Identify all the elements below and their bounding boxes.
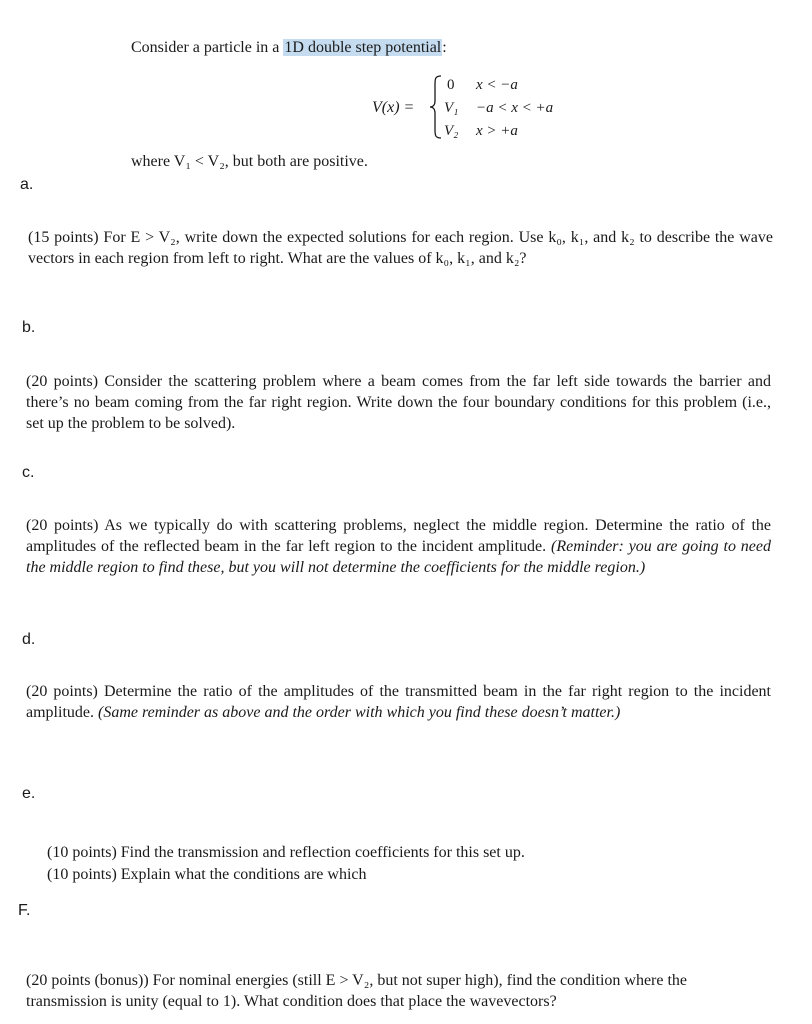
question-label-b: b. <box>22 319 36 336</box>
question-d-text: (20 points) Determine the ratio of the amplitudes of the transmitted beam in the far right region to the incident amplitude. <box>26 683 771 721</box>
question-c <box>26 515 771 578</box>
question-label-e: e. <box>22 785 36 802</box>
question-a-text: (15 points) For E > V₂, write down the expected solutions for each region. Use k₀, k₁, and k₂ to describe the wave vectors in each region from left to right. What are the values of k₀, k₁, and k₂? <box>28 229 773 267</box>
question-d-reminder: (Same reminder as above and the order with which you find these doesn’t matter.) <box>97 704 621 721</box>
question-c-reminder: (Reminder: you are going to need the middle region to find these, but you will not determine the coefficients for the middle region.) <box>26 538 772 576</box>
question-d <box>26 681 771 723</box>
question-e-text: (10 points) Find the transmission and reflection coefficients for this set up. <box>47 844 525 861</box>
intro-prefix: Consider a particle in a <box>131 39 284 56</box>
question-c-text: (20 points) As we typically do with scattering problems, neglect the middle region. Determine the ratio of the amplitudes of the reflected beam in the far left region to the incident amplitude. <box>26 517 771 555</box>
left-brace-icon <box>429 75 443 139</box>
question-label-f: F. <box>18 902 31 919</box>
equation-lhs: V(x) = <box>372 99 415 116</box>
question-label-c: c. <box>22 464 35 481</box>
highlighted-text: 1D double step potential <box>284 39 442 56</box>
cutoff-text: (10 points) Explain what the conditions are which <box>47 866 367 883</box>
intro-text <box>131 37 447 58</box>
case-value-3: V₂ <box>444 123 459 139</box>
question-label-d: d. <box>22 631 36 648</box>
intro-suffix: : <box>442 39 447 56</box>
where-clause: where V₁ < V₂, but both are positive. <box>131 153 368 170</box>
case-condition-3: x > +a <box>476 123 518 139</box>
case-value-2: V₁ <box>444 100 459 116</box>
question-f-text: (20 points (bonus)) For nominal energies (still E > V₂, but not super high), find the condition where the transmission is unity (equal to 1). What condition does that place the wavevectors? <box>26 972 688 1010</box>
question-b-text: (20 points) Consider the scattering problem where a beam comes from the far left side towards the barrier and there’s no beam coming from the far right region. Write down the four boundary conditions for this problem (i.e., set up the problem to be solved). <box>26 373 771 432</box>
case-value-1: 0 <box>447 77 455 93</box>
case-condition-2: −a < x < +a <box>476 100 554 116</box>
case-condition-1: x < −a <box>476 77 518 93</box>
cutoff-text-line <box>47 866 467 886</box>
question-label-a: a. <box>20 176 34 193</box>
